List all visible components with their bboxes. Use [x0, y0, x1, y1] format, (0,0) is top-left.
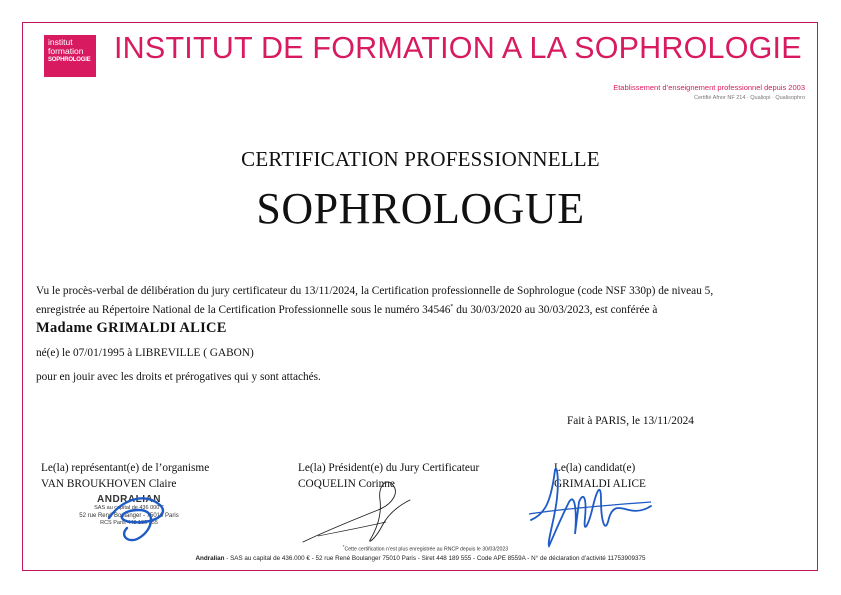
deliberation-paragraph: [36, 283, 806, 318]
logo-line2: formation: [48, 46, 84, 56]
rights-statement: pour en jouir avec les droits et prérogatives qui y sont attachés.: [36, 371, 321, 383]
stamp-rcs: RCS Paris 448 189 555: [100, 520, 158, 526]
candidate-signature-scribble: [525, 462, 655, 552]
stamp-company: ANDRALIAN: [97, 494, 161, 505]
institute-title: INSTITUT DE FORMATION A LA SOPHROLOGIE: [114, 31, 802, 65]
footer: [0, 555, 841, 562]
place-date: Fait à PARIS, le 13/11/2024: [567, 415, 694, 427]
candidate-signatory: GRIMALDI ALICE: [554, 478, 646, 490]
certification-title: SOPHROLOGUE: [256, 184, 585, 233]
paragraph-line1: Vu le procès-verbal de délibération du jury certificateur du 13/11/2024, la Certification professionnelle de Sophrologue (code NSF 330p) de niveau 5,: [36, 285, 714, 297]
jury-role: Le(la) Président(e) du Jury Certificateur: [298, 462, 480, 474]
stamp-capital: SAS au capital de 436 000 €: [94, 505, 164, 511]
footer-company: Andralian: [195, 555, 225, 562]
logo-line3: SOPHROLOGIE: [48, 57, 91, 63]
recipient-name: Madame GRIMALDI ALICE: [36, 320, 227, 336]
logo-line1: institut: [48, 37, 73, 47]
certification-label: CERTIFICATION PROFESSIONNELLE: [241, 147, 600, 171]
institute-certifications: Certifié Afnor NF 214 · Qualiopi · Qualisophro: [694, 95, 805, 101]
recipient-birth: né(e) le 07/01/1995 à LIBREVILLE ( GABON): [36, 347, 254, 359]
institute-subtitle: Etablissement d’enseignement professionnel depuis 2003: [613, 83, 805, 92]
jury-signature-scribble: [298, 470, 418, 550]
rncp-footnote-mark: *: [450, 304, 454, 310]
rncp-note-text: Cette certification n’est plus enregistrée au RNCP depuis le 30/03/2023: [344, 546, 509, 553]
rncp-note-mark: *: [342, 544, 345, 549]
paragraph-line2b: du 30/03/2020 au 30/03/2023, est conférée à: [453, 303, 658, 316]
footer-text: - SAS au capital de 436.000 € - 52 rue René Boulanger 75010 Paris - Siret 448 189 555 - Code APE 8559A - N° de déclaration d’activité 11753909375: [224, 555, 646, 562]
paragraph-line2a: enregistrée au Répertoire National de la Certification Professionnelle sous le numéro 34546: [36, 303, 451, 316]
candidate-role: Le(la) candidat(e): [554, 462, 636, 474]
institute-logo: [44, 35, 96, 77]
organisation-signature-scribble: [95, 488, 185, 548]
organisation-signatory: VAN BROUKHOVEN Claire: [41, 478, 177, 490]
stamp-address: 52 rue René Boulanger - 75010 Paris: [79, 513, 179, 519]
organisation-role: Le(la) représentant(e) de l’organisme: [41, 462, 210, 474]
jury-signatory: COQUELIN Corinne: [298, 478, 395, 490]
rncp-note: [0, 544, 841, 553]
